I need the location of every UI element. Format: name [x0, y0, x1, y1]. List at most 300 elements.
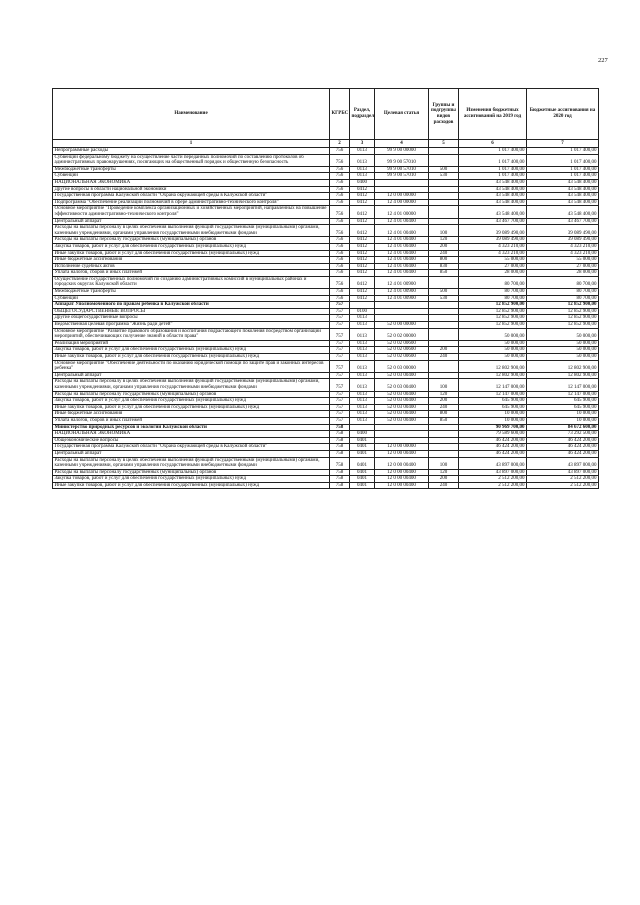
- row-kgrbs: 756: [330, 206, 350, 218]
- row-target: 99 9 00 57010: [375, 173, 429, 180]
- row-section: 0113: [350, 315, 375, 322]
- header-target: Целевая статья: [375, 89, 429, 140]
- row-expense-group: [429, 308, 459, 315]
- row-budget-2020: 4 323 210,00: [527, 243, 599, 250]
- row-name: Закупка товаров, работ и услуг для обеспечения государственных (муниципальных) нужд: [53, 476, 330, 483]
- row-section: 0412: [350, 225, 375, 237]
- row-changes-2019: 12 852 900,00: [459, 308, 527, 315]
- row-name: Закупка товаров, работ и услуг для обеспечения государственных (муниципальных) нужд: [53, 398, 330, 405]
- row-changes-2019: 50 000,00: [459, 328, 527, 340]
- row-kgrbs: 756: [330, 289, 350, 296]
- row-name: Подпрограмма "Обеспечение реализации полномочий в сфере административно-технического контроля": [53, 199, 330, 206]
- row-target: 52 0 03 00000: [375, 360, 429, 372]
- row-name: Основное мероприятие "Обеспечение деятельности по оказанию юридической помощи по защите прав и законных интересов ребенка": [53, 360, 330, 372]
- row-target: 12 4 01 00400: [375, 225, 429, 237]
- row-budget-2020: 43 548 400,00: [527, 206, 599, 218]
- table-row: [53, 444, 599, 451]
- row-budget-2020: 50 000,00: [527, 347, 599, 354]
- row-target: [375, 431, 429, 438]
- row-section: 0113: [350, 354, 375, 361]
- row-changes-2019: 55 000,00: [459, 257, 527, 264]
- row-budget-2020: 12 147 000,00: [527, 391, 599, 398]
- row-changes-2019: 645 900,00: [459, 398, 527, 405]
- row-expense-group: [429, 437, 459, 444]
- row-target: 12 4 01 00900: [375, 289, 429, 296]
- row-section: [350, 424, 375, 431]
- row-changes-2019: 4 323 210,00: [459, 250, 527, 257]
- row-budget-2020: 1 017 400,00: [527, 148, 599, 155]
- row-name: Межбюджетные трансферты: [53, 289, 330, 296]
- table-row: [53, 154, 599, 166]
- column-number: 1: [53, 140, 330, 148]
- row-section: 0113: [350, 148, 375, 155]
- row-changes-2019: 12 852 900,00: [459, 302, 527, 309]
- row-budget-2020: 12 852 900,00: [527, 315, 599, 322]
- row-expense-group: [429, 315, 459, 322]
- row-section: 0400: [350, 179, 375, 186]
- budget-table: [52, 88, 599, 489]
- row-budget-2020: 43 548 400,00: [527, 193, 599, 200]
- row-expense-group: [429, 360, 459, 372]
- row-name: Расходы на выплаты персоналу государственных (муниципальных) органов: [53, 469, 330, 476]
- row-name: Министерство природных ресурсов и экологии Калужской области: [53, 424, 330, 431]
- row-name: Иные бюджетные ассигнования: [53, 257, 330, 264]
- row-changes-2019: 39 089 490,00: [459, 237, 527, 244]
- table-row: [53, 276, 599, 288]
- row-name: Иные закупки товаров, работ и услуг для обеспечения государственных (муниципальных) нужд: [53, 250, 330, 257]
- row-name: Основное мероприятие "Проведение комплекса организационных и хозяйственных мероприятий, направленных на повышение эффективности административно-технического контроля": [53, 206, 330, 218]
- row-changes-2019: 43 548 400,00: [459, 206, 527, 218]
- row-section: 0113: [350, 347, 375, 354]
- row-target: 12 0 00 00400: [375, 469, 429, 476]
- column-number: 6: [459, 140, 527, 148]
- table-row: [53, 257, 599, 264]
- row-name: Расходы на выплаты персоналу в целях обеспечения выполнения функций государственными (муниципальными) органами, казенными учреждениями, органами управления государственными внебюджетными фондами: [53, 457, 330, 469]
- row-target: 52 0 00 00000: [375, 322, 429, 329]
- row-name: Межбюджетные трансферты: [53, 166, 330, 173]
- row-target: 12 4 01 00000: [375, 206, 429, 218]
- row-budget-2020: 50 000,00: [527, 354, 599, 361]
- row-target: 99 9 00 57010: [375, 166, 429, 173]
- row-changes-2019: 50 000,00: [459, 347, 527, 354]
- table-row: [53, 148, 599, 155]
- row-target: 12 4 00 00000: [375, 199, 429, 206]
- header-kgrbs: КГРБС: [330, 89, 350, 140]
- row-expense-group: [429, 302, 459, 309]
- row-target: 52 0 03 00400: [375, 417, 429, 424]
- row-changes-2019: 12 852 900,00: [459, 322, 527, 329]
- row-kgrbs: 757: [330, 308, 350, 315]
- row-target: 52 0 03 00400: [375, 404, 429, 411]
- row-changes-2019: 39 089 490,00: [459, 225, 527, 237]
- row-kgrbs: 758: [330, 482, 350, 489]
- row-changes-2019: 4 323 210,00: [459, 243, 527, 250]
- table-row: [53, 469, 599, 476]
- table-row: [53, 379, 599, 391]
- row-budget-2020: 10 000,00: [527, 411, 599, 418]
- header-expense-group: Группы и подгруппы видов расходов: [429, 89, 459, 140]
- row-changes-2019: 1 017 400,00: [459, 148, 527, 155]
- row-expense-group: 200: [429, 347, 459, 354]
- row-expense-group: [429, 276, 459, 288]
- row-budget-2020: 80 700,00: [527, 276, 599, 288]
- row-changes-2019: 43 897 000,00: [459, 469, 527, 476]
- row-expense-group: 830: [429, 263, 459, 270]
- row-kgrbs: 758: [330, 476, 350, 483]
- row-target: 12 4 01 00400: [375, 218, 429, 225]
- table-row: [53, 270, 599, 277]
- row-name: Общеэкономические вопросы: [53, 437, 330, 444]
- row-target: 12 0 00 00000: [375, 193, 429, 200]
- row-changes-2019: 43 897 000,00: [459, 457, 527, 469]
- table-row: [53, 315, 599, 322]
- row-kgrbs: 757: [330, 391, 350, 398]
- row-budget-2020: 2 512 200,00: [527, 482, 599, 489]
- row-expense-group: [429, 431, 459, 438]
- row-section: 0412: [350, 289, 375, 296]
- row-name: Исполнение судебных актов: [53, 263, 330, 270]
- row-expense-group: [429, 148, 459, 155]
- row-expense-group: [429, 199, 459, 206]
- row-changes-2019: 90 969 700,00: [459, 424, 527, 431]
- row-changes-2019: 1 017 400,00: [459, 166, 527, 173]
- row-expense-group: [429, 444, 459, 451]
- row-kgrbs: 757: [330, 379, 350, 391]
- table-row: [53, 179, 599, 186]
- row-name: Основное мероприятие "Развитие правового образования и воспитания подрастающего поколения посредством организации мероприятий, обеспечивающих получение знаний в области права": [53, 328, 330, 340]
- row-kgrbs: 756: [330, 154, 350, 166]
- row-name: Уплата налогов, сборов и иных платежей: [53, 417, 330, 424]
- row-target: 52 0 03 00400: [375, 372, 429, 379]
- table-row: [53, 263, 599, 270]
- row-section: 0113: [350, 398, 375, 405]
- row-changes-2019: 2 512 200,00: [459, 482, 527, 489]
- row-expense-group: [429, 424, 459, 431]
- row-kgrbs: 756: [330, 276, 350, 288]
- table-row: [53, 411, 599, 418]
- page-number: 227: [598, 57, 608, 64]
- header-changes-2019: Изменения бюджетных ассигнований на 2019 год: [459, 89, 527, 140]
- row-expense-group: [429, 450, 459, 457]
- row-name: ОБЩЕГОСУДАРСТВЕННЫЕ ВОПРОСЫ: [53, 308, 330, 315]
- row-target: 52 0 03 00400: [375, 411, 429, 418]
- row-name: Непрограммные расходы: [53, 148, 330, 155]
- row-target: 12 0 00 00400: [375, 450, 429, 457]
- row-kgrbs: 756: [330, 218, 350, 225]
- row-target: [375, 424, 429, 431]
- row-kgrbs: 757: [330, 322, 350, 329]
- row-expense-group: [429, 186, 459, 193]
- table-row: [53, 186, 599, 193]
- column-number: 4: [375, 140, 429, 148]
- row-name: Аппарат Уполномоченного по правам ребенка в Калужской области: [53, 302, 330, 309]
- row-target: 12 4 01 00400: [375, 257, 429, 264]
- row-changes-2019: 645 900,00: [459, 404, 527, 411]
- row-changes-2019: 28 000,00: [459, 270, 527, 277]
- row-section: 0401: [350, 469, 375, 476]
- row-section: 0412: [350, 243, 375, 250]
- row-budget-2020: 46 424 200,00: [527, 450, 599, 457]
- row-changes-2019: 43 548 400,00: [459, 179, 527, 186]
- table-row: [53, 218, 599, 225]
- row-budget-2020: 50 000,00: [527, 340, 599, 347]
- row-target: 12 4 01 00400: [375, 250, 429, 257]
- header-section: Раздел, подраздел: [350, 89, 375, 140]
- row-changes-2019: 80 700,00: [459, 276, 527, 288]
- row-name: Другие вопросы в области национальной экономики: [53, 186, 330, 193]
- table-row: [53, 289, 599, 296]
- row-kgrbs: 758: [330, 457, 350, 469]
- row-name: Иные закупки товаров, работ и услуг для обеспечения государственных (муниципальных) нужд: [53, 482, 330, 489]
- row-changes-2019: 50 000,00: [459, 354, 527, 361]
- row-name: Расходы на выплаты персоналу государственных (муниципальных) органов: [53, 237, 330, 244]
- row-expense-group: 240: [429, 482, 459, 489]
- row-budget-2020: 12 852 900,00: [527, 322, 599, 329]
- row-kgrbs: 757: [330, 417, 350, 424]
- row-target: 12 4 01 00400: [375, 263, 429, 270]
- table-row: [53, 476, 599, 483]
- table-row: [53, 243, 599, 250]
- row-name: Центральный аппарат: [53, 218, 330, 225]
- row-kgrbs: 757: [330, 328, 350, 340]
- row-kgrbs: 757: [330, 372, 350, 379]
- row-name: НАЦИОНАЛЬНАЯ ЭКОНОМИКА: [53, 431, 330, 438]
- row-expense-group: 850: [429, 417, 459, 424]
- row-target: 99 9 00 57010: [375, 154, 429, 166]
- row-changes-2019: 43 548 400,00: [459, 186, 527, 193]
- row-expense-group: [429, 206, 459, 218]
- table-body: [53, 148, 599, 489]
- row-kgrbs: 758: [330, 431, 350, 438]
- row-kgrbs: 758: [330, 437, 350, 444]
- row-kgrbs: 756: [330, 270, 350, 277]
- row-target: [375, 179, 429, 186]
- row-kgrbs: 756: [330, 173, 350, 180]
- row-budget-2020: 4 323 210,00: [527, 250, 599, 257]
- table-row: [53, 372, 599, 379]
- row-name: Центральный аппарат: [53, 372, 330, 379]
- row-expense-group: 530: [429, 173, 459, 180]
- row-budget-2020: 46 424 200,00: [527, 444, 599, 451]
- row-budget-2020: 27 000,00: [527, 263, 599, 270]
- row-section: 0412: [350, 263, 375, 270]
- row-kgrbs: 757: [330, 411, 350, 418]
- row-target: 52 0 03 00400: [375, 379, 429, 391]
- row-kgrbs: 757: [330, 302, 350, 309]
- row-target: [375, 437, 429, 444]
- header-budget-2020: Бюджетные ассигнования на 2020 год: [527, 89, 599, 140]
- row-budget-2020: 12 852 900,00: [527, 308, 599, 315]
- row-budget-2020: 12 802 900,00: [527, 372, 599, 379]
- row-section: 0401: [350, 444, 375, 451]
- row-kgrbs: 756: [330, 257, 350, 264]
- table-row: [53, 322, 599, 329]
- row-name: Расходы на выплаты персоналу в целях обеспечения выполнения функций государственными (муниципальными) органами, казенными учреждениями, органами управления государственными внебюджетными фондами: [53, 225, 330, 237]
- row-section: 0113: [350, 166, 375, 173]
- row-expense-group: 500: [429, 289, 459, 296]
- row-budget-2020: 84 672 600,00: [527, 424, 599, 431]
- table-row: [53, 404, 599, 411]
- row-expense-group: [429, 322, 459, 329]
- row-kgrbs: 756: [330, 199, 350, 206]
- row-budget-2020: 73 292 500,00: [527, 431, 599, 438]
- row-kgrbs: 757: [330, 340, 350, 347]
- row-changes-2019: 1 017 400,00: [459, 154, 527, 166]
- row-target: 52 0 03 00400: [375, 398, 429, 405]
- row-section: 0113: [350, 404, 375, 411]
- row-expense-group: 240: [429, 404, 459, 411]
- row-kgrbs: 756: [330, 179, 350, 186]
- row-expense-group: 240: [429, 354, 459, 361]
- row-target: 52 0 02 00000: [375, 328, 429, 340]
- table-row: [53, 437, 599, 444]
- row-budget-2020: 12 802 900,00: [527, 360, 599, 372]
- table-row: [53, 302, 599, 309]
- row-target: 12 0 00 00400: [375, 457, 429, 469]
- row-kgrbs: 756: [330, 263, 350, 270]
- table-row: [53, 424, 599, 431]
- table-row: [53, 206, 599, 218]
- row-kgrbs: 756: [330, 186, 350, 193]
- row-target: 12 4 01 00400: [375, 270, 429, 277]
- row-target: 12 4 01 00400: [375, 243, 429, 250]
- table-row: [53, 450, 599, 457]
- row-target: [375, 186, 429, 193]
- row-kgrbs: 758: [330, 444, 350, 451]
- row-target: 99 9 00 00000: [375, 148, 429, 155]
- table-row: [53, 193, 599, 200]
- row-kgrbs: 758: [330, 424, 350, 431]
- header-row: [53, 89, 599, 140]
- row-kgrbs: 758: [330, 469, 350, 476]
- table-row: [53, 340, 599, 347]
- row-expense-group: 240: [429, 250, 459, 257]
- row-section: 0412: [350, 295, 375, 302]
- table-row: [53, 308, 599, 315]
- row-kgrbs: 757: [330, 398, 350, 405]
- row-section: 0400: [350, 431, 375, 438]
- row-kgrbs: 756: [330, 148, 350, 155]
- row-target: [375, 315, 429, 322]
- row-target: 52 0 03 00400: [375, 391, 429, 398]
- row-kgrbs: 757: [330, 360, 350, 372]
- row-name: Закупка товаров, работ и услуг для обеспечения государственных (муниципальных) нужд: [53, 243, 330, 250]
- row-budget-2020: 80 700,00: [527, 295, 599, 302]
- row-expense-group: [429, 218, 459, 225]
- row-name: Иные бюджетные ассигнования: [53, 411, 330, 418]
- row-changes-2019: 43 548 400,00: [459, 193, 527, 200]
- row-budget-2020: 43 897 000,00: [527, 469, 599, 476]
- row-changes-2019: 43 467 700,00: [459, 218, 527, 225]
- row-changes-2019: 12 147 000,00: [459, 391, 527, 398]
- table-row: [53, 360, 599, 372]
- row-name: НАЦИОНАЛЬНАЯ ЭКОНОМИКА: [53, 179, 330, 186]
- row-section: 0412: [350, 206, 375, 218]
- row-section: 0412: [350, 237, 375, 244]
- row-changes-2019: 46 424 200,00: [459, 444, 527, 451]
- row-expense-group: 800: [429, 257, 459, 264]
- table-row: [53, 354, 599, 361]
- row-changes-2019: 80 700,00: [459, 295, 527, 302]
- row-section: 0412: [350, 270, 375, 277]
- row-section: 0401: [350, 482, 375, 489]
- row-target: 52 0 02 00600: [375, 347, 429, 354]
- row-expense-group: [429, 328, 459, 340]
- row-changes-2019: 50 000,00: [459, 340, 527, 347]
- row-target: 12 4 01 00900: [375, 276, 429, 288]
- row-section: 0113: [350, 340, 375, 347]
- row-name: Уплата налогов, сборов и иных платежей: [53, 270, 330, 277]
- row-section: 0113: [350, 322, 375, 329]
- row-kgrbs: 756: [330, 295, 350, 302]
- row-changes-2019: 46 424 200,00: [459, 450, 527, 457]
- row-changes-2019: 43 548 400,00: [459, 199, 527, 206]
- row-section: 0113: [350, 379, 375, 391]
- row-changes-2019: 10 000,00: [459, 417, 527, 424]
- table-row: [53, 457, 599, 469]
- row-section: 0401: [350, 476, 375, 483]
- row-section: 0412: [350, 199, 375, 206]
- row-target: 12 0 00 00400: [375, 476, 429, 483]
- row-expense-group: 200: [429, 243, 459, 250]
- row-section: 0113: [350, 411, 375, 418]
- row-expense-group: [429, 193, 459, 200]
- row-section: 0113: [350, 328, 375, 340]
- row-name: Государственная программа Калужской области "Охрана окружающей среды в Калужской области": [53, 444, 330, 451]
- row-changes-2019: 27 000,00: [459, 263, 527, 270]
- table-row: [53, 431, 599, 438]
- table-row: [53, 417, 599, 424]
- row-section: 0412: [350, 186, 375, 193]
- row-section: [350, 302, 375, 309]
- row-name: Расходы на выплаты персоналу государственных (муниципальных) органов: [53, 391, 330, 398]
- row-kgrbs: 756: [330, 225, 350, 237]
- table-row: [53, 237, 599, 244]
- row-target: 12 4 01 00400: [375, 237, 429, 244]
- table-row: [53, 328, 599, 340]
- row-expense-group: [429, 179, 459, 186]
- row-budget-2020: 12 852 900,00: [527, 302, 599, 309]
- table-row: [53, 347, 599, 354]
- row-section: 0113: [350, 372, 375, 379]
- row-budget-2020: 39 089 490,00: [527, 225, 599, 237]
- row-changes-2019: 12 852 900,00: [459, 315, 527, 322]
- row-budget-2020: 1 017 400,00: [527, 173, 599, 180]
- row-expense-group: 800: [429, 411, 459, 418]
- row-kgrbs: 757: [330, 347, 350, 354]
- row-budget-2020: 43 467 700,00: [527, 218, 599, 225]
- row-changes-2019: 46 424 200,00: [459, 437, 527, 444]
- row-budget-2020: 645 900,00: [527, 398, 599, 405]
- row-target: 12 4 01 00900: [375, 295, 429, 302]
- row-section: 0401: [350, 450, 375, 457]
- row-changes-2019: 1 017 400,00: [459, 173, 527, 180]
- row-budget-2020: 1 017 400,00: [527, 166, 599, 173]
- row-expense-group: 100: [429, 457, 459, 469]
- row-budget-2020: 1 017 400,00: [527, 154, 599, 166]
- row-budget-2020: 43 548 400,00: [527, 199, 599, 206]
- row-section: 0412: [350, 250, 375, 257]
- column-number: 5: [429, 140, 459, 148]
- row-target: 52 0 02 00600: [375, 340, 429, 347]
- row-section: 0113: [350, 360, 375, 372]
- row-budget-2020: 43 548 400,00: [527, 186, 599, 193]
- row-kgrbs: 756: [330, 166, 350, 173]
- row-name: Субвенции: [53, 295, 330, 302]
- row-expense-group: 100: [429, 379, 459, 391]
- row-target: 12 0 00 00000: [375, 444, 429, 451]
- table-row: [53, 225, 599, 237]
